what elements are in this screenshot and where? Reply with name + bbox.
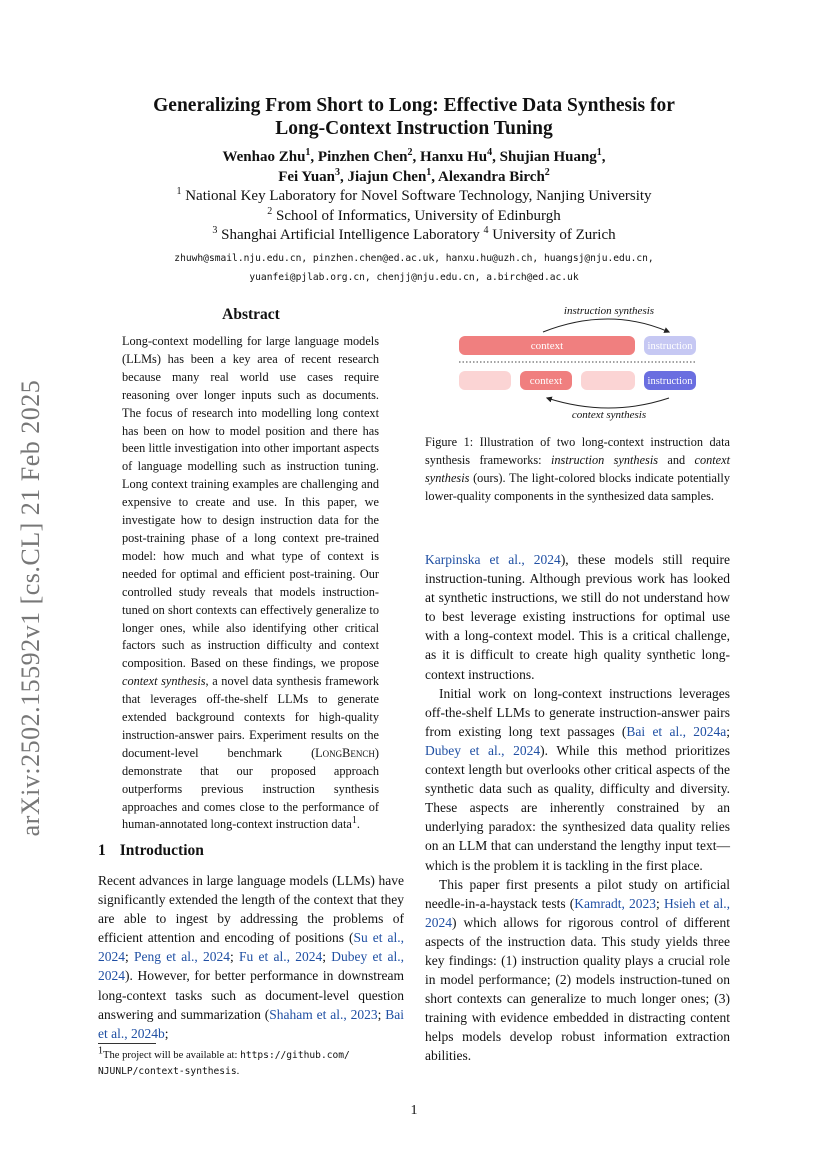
row1-context-label: context [530,340,564,352]
citation-link[interactable]: Karpinska et al., 2024 [425,552,561,567]
citation-link[interactable]: Hsieh et al., 2024 [425,895,731,930]
author-list [0,147,828,187]
arxiv-id-text: arXiv:2502.15592v1 [cs.CL] 21 Feb 2025 [16,379,45,837]
row2-context-light-block-left [459,371,511,390]
figure-1-diagram [425,300,729,428]
author-affiliation: 1 [426,167,432,178]
author-name: Jiajun Chen [347,169,427,185]
citation-link[interactable]: Shaham et al., 2023 [269,1006,378,1022]
author-name: Shujian Huang [499,149,597,165]
author-affiliation: 2 [407,147,413,158]
right-column-body [425,550,730,1066]
citation-link[interactable]: Kamradt, 2023 [574,895,657,911]
instruction-synthesis-label: instruction synthesis [563,305,655,317]
figure-1-caption: Figure 1: Illustration of two long-context instruction data synthesis frameworks: instruction synthesis and context synthesis (ours). The light-colored blocks indicate potentially lower-quality components in the synthesized data samples. [425,435,731,503]
row2-instruction-label: instruction [647,376,693,387]
author-affiliation: 2 [544,167,550,178]
emails-line-2: yuanfei@pjlab.org.cn, chenjj@nju.edu.cn, a.birch@ed.ac.uk [249,272,579,283]
body-paragraph: This paper first presents a pilot study on artificial needle-in-a-haystack tests (Kamradt, 2023; Hsieh et al., 2024) which allows for rigorous control of different aspects of the instruction data. This study yields three key findings: (1) instruction quality plays a crucial role in model performance; (2) models instruction-tuned on short contexts can generalize to much longer ones; (3) training with evidence embedded in distracting content helps models develop robust information extraction abilities. [425,876,731,1064]
author-name: Hanxu Hu [420,149,488,165]
benchmark-name: LongBench [315,745,375,760]
author-name: Wenhao Zhu [222,149,306,165]
context-synthesis-label: context synthesis [571,409,647,421]
page-number: 1 [410,1103,418,1118]
author-line-2: Fei Yuan$^3$, Jiajun Chen$^1$, Alexandra Birch$^2$ [278,167,550,185]
author-emails [0,249,828,287]
citation-link[interactable]: Dubey et al., 2024 [425,742,541,758]
citation-link[interactable]: Bai et al., 2024b [98,1006,404,1041]
citation-link[interactable]: Bai et al., 2024a [626,723,727,739]
row2-context-label: context [529,375,563,387]
abstract-body [122,333,379,834]
citation-link[interactable]: Dubey et al., 2024 [98,949,404,984]
footnote-divider [98,1043,156,1044]
title-line-1: Generalizing From Short to Long: Effective Data Synthesis for [153,95,675,116]
intro-body [98,871,404,1043]
row1-instruction-label: instruction [647,341,693,352]
instruction-synthesis-arrow [543,319,669,332]
citation-link[interactable]: Fu et al., 2024 [238,949,323,965]
author-affiliation: 1 [305,147,311,158]
affiliation-3-4: $^3$ Shanghai Artificial Intelligence Laboratory $^4$ University of Zurich [212,225,616,243]
author-line-1: Wenhao Zhu$^1$, Pinzhen Chen$^2$, Hanxu Hu$^4$, Shujian Huang$^1$, [222,147,606,165]
section-title: Introduction [119,842,204,859]
author-name: Pinzhen Chen [317,149,408,165]
method-name: context synthesis [122,674,206,689]
affiliations [0,187,828,246]
body-paragraph: Karpinska et al., 2024), these models still require instruction-tuning. Although previous work has looked at synthetic instructions, we still do not understand how to best leverage existing instructions for optimal use with a long-context model. This is a critical challenge, as it is difficult to create high quality synthetic long-context instructions. [425,552,731,682]
author-name: Fei Yuan [278,169,336,185]
affiliation-1: $^1$ National Key Laboratory for Novel Software Technology, Nanjing University [176,186,652,204]
abstract-paragraph: Long-context modelling for large language models (LLMs) has been a key area of recent research because many real world use cases require reasoning over longer inputs such as documents. The focus of research into modelling long context has been on how to model position and there has been little investigation into other important aspects of language modelling such as instruction tuning. Long context training examples are challenging and expensive to create and use. In this paper, we investigate how to design instruction data for the post-training phase of a long context pre-trained model: how much and what type of context is needed for optimal and efficient post-training. Our controlled study reveals that models instruction-tuned on short contexts can effectively generalize to longer ones, while also identifying other critical factors such as instruction difficulty and context composition. Based on these findings, we propose context synthesis, a novel data synthesis framework that leverages off-the-shelf LLMs to generate extended background contexts for high-quality instruction-answer pairs. Experiment results on the document-level benchmark (LongBench) demonstrate that our proposed approach outperforms previous instruction synthesis approaches and comes close to the performance of human-annotated long-context instruction data$^1$. [122,334,379,832]
context-synthesis-arrow [547,398,669,408]
author-affiliation: 4 [487,147,493,158]
emails-line-1: zhuwh@smail.nju.edu.cn, pinzhen.chen@ed.ac.uk, hanxu.hu@uzh.ch, huangsj@nju.edu.cn, [174,253,654,264]
citation-link[interactable]: Peng et al., 2024 [134,949,230,965]
project-url[interactable]: https://github.com/ NJUNLP/context-synthesis [98,1050,350,1077]
citation-link[interactable]: Su et al., 2024 [98,930,404,965]
author-affiliation: 1 [596,147,602,158]
paper-title [0,94,828,140]
footnote-marker[interactable]: 1 [351,815,357,827]
abstract-heading: Abstract [222,306,280,323]
footnote: $^1$The project will be available at: https://github.com/ NJUNLP/context-synthesis. [98,1045,350,1077]
arxiv-identifier [14,358,48,858]
intro-paragraph: Recent advances in large language models (LLMs) have significantly extended the length of the context that they are able to ingest by addressing the problems of efficient attention and encoding of positions (Su et al., 2024; Peng et al., 2024; Fu et al., 2024; Dubey et al., 2024). However, for better performance in downstream long-context tasks such as document-level question answering and summarization (Shaham et al., 2023; Bai et al., 2024b; [98,873,404,1041]
author-name: Alexandra Birch [437,169,545,185]
affiliation-2: $^2$ School of Informatics, University of Edinburgh [267,205,561,224]
footnote-number: 1 [98,1045,103,1057]
section-number: 1 [98,842,106,859]
author-affiliation: 3 [335,167,341,178]
title-line-2: Long-Context Instruction Tuning [275,118,553,139]
row2-context-light-block-right [581,371,635,390]
section-heading-introduction [98,842,204,860]
body-paragraph: Initial work on long-context instructions leverages off-the-shelf LLMs to generate instruction-answer pairs from existing long text passages (Bai et al., 2024a; Dubey et al., 2024). While this method prioritizes context length but overlooks other critical aspects of the synthetic data such as quality, difficulty and diversity. These aspects are inherently constrained by an underlying paradox: the synthesized data quality relies on an LLM that can understand the lengthy input text—which is the problem it is tackling in the first place. [425,685,731,873]
